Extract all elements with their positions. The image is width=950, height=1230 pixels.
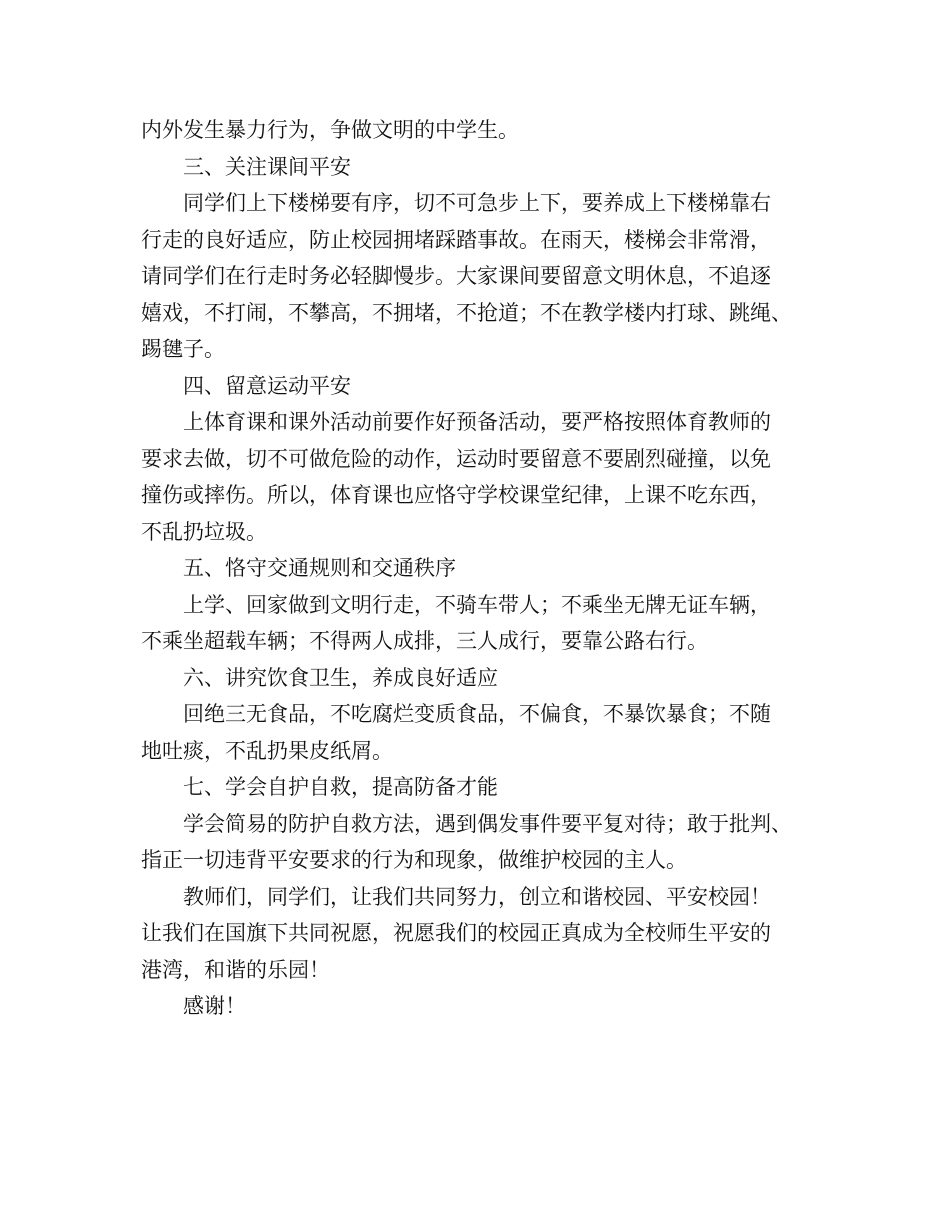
text-line: 港湾，和谐的乐园！ <box>141 957 330 982</box>
text-line: 感谢！ <box>183 994 246 1018</box>
document-body <box>141 112 821 1025</box>
text-line: 七、学会自护自救，提高防备才能 <box>183 775 498 799</box>
text-line: 不乱扔垃圾。 <box>141 519 267 544</box>
text-line: 同学们上下楼梯要有序，切不可急步上下，要养成上下楼梯靠右 <box>183 191 771 215</box>
text-line: 上学、回家做到文明行走，不骑车带人；不乘坐无牌无证车辆， <box>183 592 771 617</box>
text-line: 踢毽子。 <box>141 337 225 361</box>
text-line: 教师们，同学们，让我们共同努力，创立和谐校园、平安校园！ <box>183 884 771 909</box>
text-line: 地吐痰，不乱扔果皮纸屑。 <box>141 738 393 763</box>
text-line: 回绝三无食品，不吃腐烂变质食品，不偏食，不暴饮暴食；不随 <box>183 702 771 726</box>
text-line: 嬉戏，不打闹，不攀高，不拥堵，不抢道；不在教学楼内打球、跳绳、 <box>141 300 792 325</box>
text-line: 六、讲究饮食卫生，养成良好适应 <box>183 665 498 690</box>
text-line: 五、恪守交通规则和交通秩序 <box>183 556 456 580</box>
text-line: 指正一切违背平安要求的行为和现象，做维护校园的主人。 <box>141 848 687 872</box>
text-line: 要求去做，切不可做危险的动作，运动时要留意不要剧烈碰撞，以免 <box>141 446 771 471</box>
text-line: 四、留意运动平安 <box>183 373 351 398</box>
text-line: 请同学们在行走时务必轻脚慢步。大家课间要留意文明休息，不追逐 <box>141 264 771 288</box>
text-line: 不乘坐超载车辆；不得两人成排，三人成行，要靠公路右行。 <box>141 629 708 653</box>
text-line: 学会简易的防护自救方法，遇到偶发事件要平复对待；敢于批判、 <box>183 811 792 836</box>
text-line: 让我们在国旗下共同祝愿，祝愿我们的校园正真成为全校师生平安的 <box>141 921 771 945</box>
text-line: 内外发生暴力行为，争做文明的中学生。 <box>141 118 519 142</box>
text-line: 行走的良好适应，防止校园拥堵踩踏事故。在雨天，楼梯会非常滑， <box>141 227 771 252</box>
text-line: 上体育课和课外活动前要作好预备活动，要严格按照体育教师的 <box>183 410 771 434</box>
text-line: 三、关注课间平安 <box>183 154 351 179</box>
text-line: 撞伤或摔伤。所以，体育课也应恪守学校课堂纪律，上课不吃东西， <box>141 483 771 507</box>
